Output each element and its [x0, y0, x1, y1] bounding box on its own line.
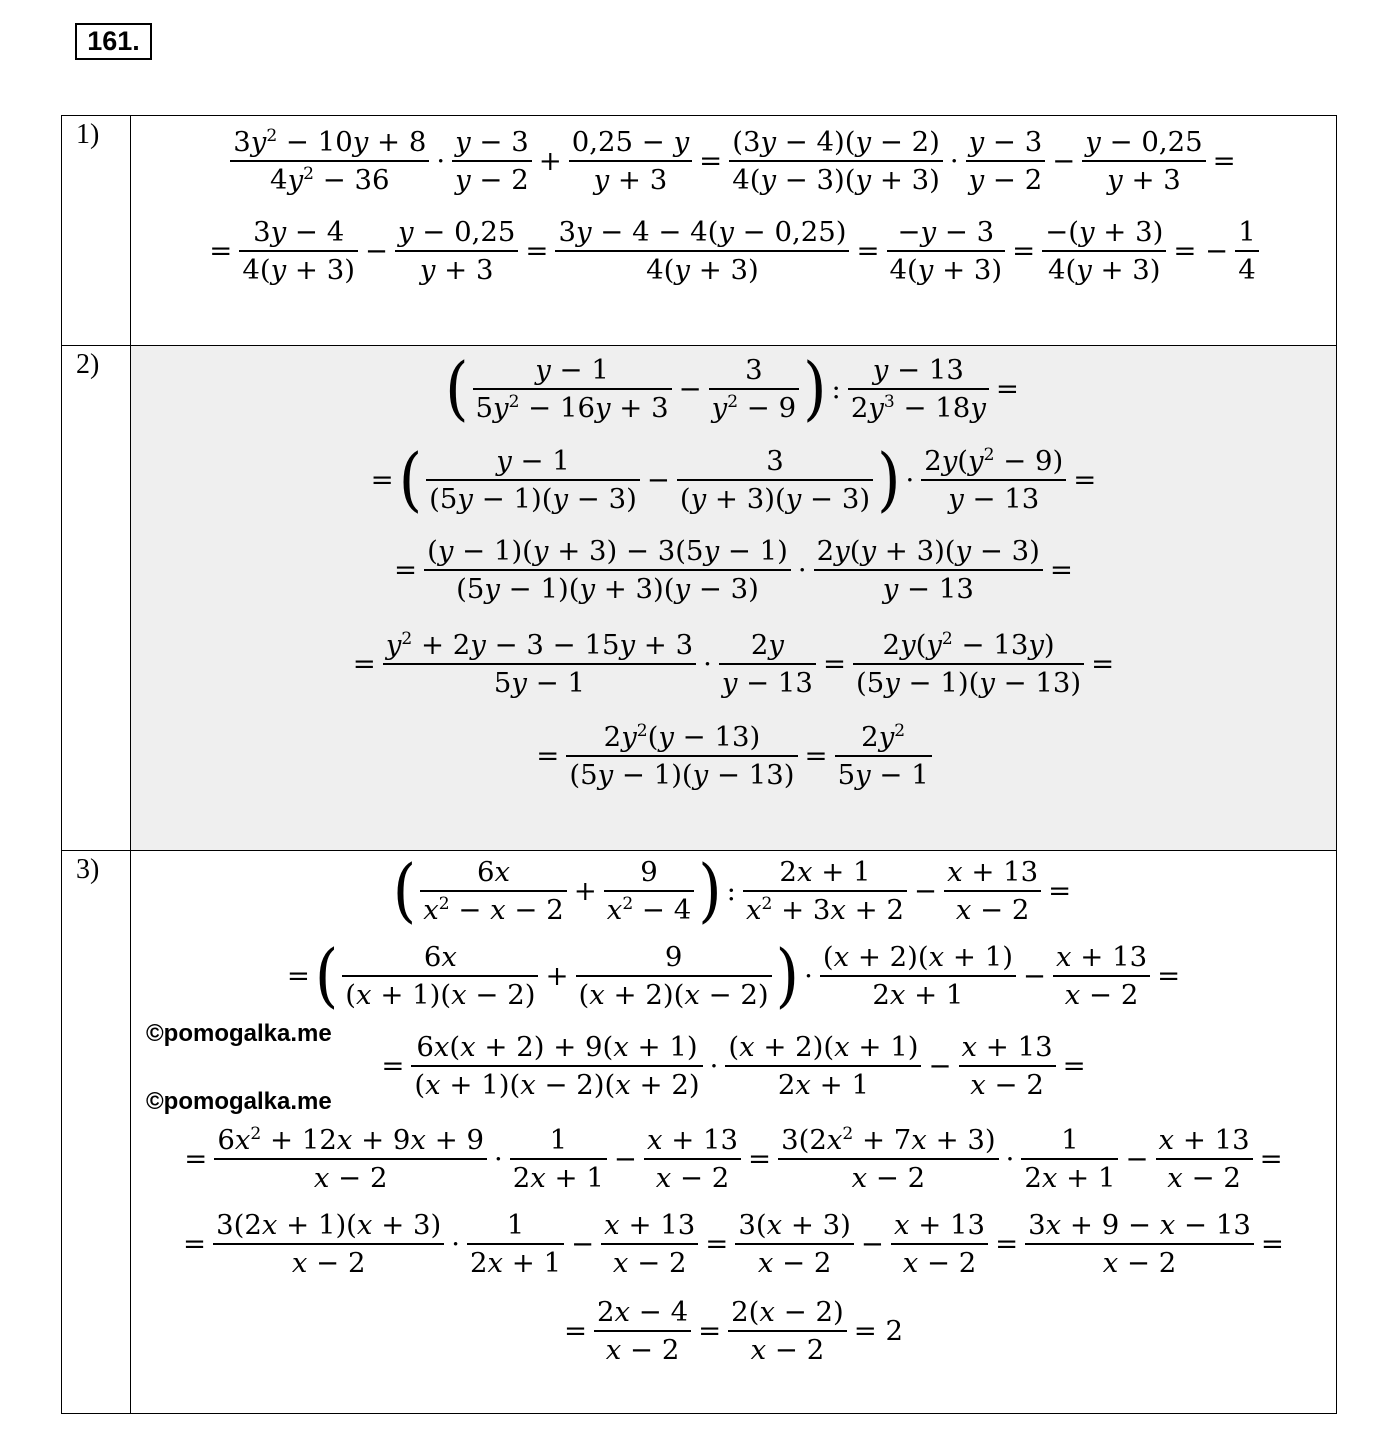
- denominator: $x^2 + 3x + 2$: [743, 890, 907, 926]
- fraction: [966, 127, 1046, 196]
- numerator: 3x + 9 − x − 13: [1028, 1208, 1251, 1241]
- operator: −: [571, 1228, 595, 1260]
- equation-line: [131, 1123, 1336, 1194]
- denominator: y + 3: [1082, 160, 1205, 196]
- fraction: [735, 1210, 854, 1279]
- denominator: (x + 2)(x − 2): [576, 975, 772, 1011]
- operator: =: [748, 1143, 772, 1175]
- numerator: 3: [766, 444, 784, 477]
- denominator: (5y − 1)(y − 13): [853, 663, 1084, 699]
- operator: ·: [703, 648, 712, 680]
- operator: =: [856, 235, 880, 267]
- operator: =: [1157, 960, 1181, 992]
- fraction: [594, 1297, 691, 1366]
- numerator: x + 13: [893, 1208, 986, 1241]
- fraction: [1021, 1125, 1118, 1194]
- numerator: (x + 2)(x + 1): [728, 1030, 919, 1063]
- operator: =: [995, 373, 1019, 405]
- numerator: 1: [549, 1123, 568, 1156]
- operator: −: [928, 1050, 952, 1082]
- operator: =: [705, 1228, 729, 1260]
- numerator: −(y + 3): [1045, 215, 1164, 248]
- denominator: $x^2 - x - 2$: [420, 890, 567, 926]
- numerator: x + 13: [947, 855, 1039, 888]
- numerator: y − 3: [455, 125, 529, 158]
- numerator: 9: [664, 940, 683, 973]
- row-label: 3): [62, 851, 131, 1413]
- denominator: 4: [1235, 250, 1259, 286]
- operator: −: [914, 875, 938, 907]
- operator: =: [1259, 1143, 1283, 1175]
- operator: :: [831, 373, 841, 405]
- numerator: 2x − 4: [597, 1295, 689, 1328]
- fraction: [728, 1297, 847, 1366]
- denominator: 4(y − 3)(y + 3): [729, 160, 943, 196]
- bracket: ): [698, 850, 722, 932]
- fraction: [891, 1210, 988, 1279]
- numerator: y − 1: [496, 444, 570, 477]
- denominator: 5y − 1: [383, 663, 696, 699]
- fraction: [743, 857, 907, 926]
- denominator: $2y^3 - 18y$: [848, 388, 989, 424]
- fraction: [555, 217, 849, 286]
- numerator: −y − 3: [897, 215, 995, 248]
- equation-line: [131, 1295, 1336, 1366]
- fraction: [426, 446, 640, 515]
- denominator: 4(y + 3): [555, 250, 849, 286]
- denominator: 4(y + 3): [887, 250, 1006, 286]
- bracket: (: [314, 935, 339, 1017]
- numerator: 2(x − 2): [731, 1295, 844, 1328]
- numerator: y − 0,25: [398, 215, 516, 248]
- equation-line: [131, 1208, 1336, 1279]
- operator: =: [352, 648, 376, 680]
- denominator: x − 2: [778, 1158, 999, 1194]
- equation-line: [131, 850, 1336, 932]
- numerator: x + 13: [604, 1208, 696, 1241]
- solution-table: [61, 115, 1337, 1414]
- numerator: y − 3: [968, 125, 1043, 158]
- fraction: [576, 942, 772, 1011]
- operator: +: [538, 145, 562, 177]
- operator: =: [394, 554, 418, 586]
- denominator: y + 3: [395, 250, 518, 286]
- fraction: [1025, 1210, 1254, 1279]
- problem-number: 161.: [75, 23, 152, 60]
- equation-line: [131, 439, 1336, 521]
- fraction: [213, 1210, 444, 1279]
- denominator: x − 2: [959, 1065, 1056, 1101]
- operator: ·: [451, 1228, 460, 1260]
- denominator: 4(y + 3): [1042, 250, 1166, 286]
- row-math: [131, 851, 1336, 1413]
- denominator: x − 2: [1156, 1158, 1253, 1194]
- numerator: 0,25 − y: [571, 125, 690, 158]
- operator: ·: [494, 1143, 503, 1175]
- operator: =: [995, 1228, 1019, 1260]
- operator: ·: [1005, 1143, 1015, 1175]
- fraction: [566, 722, 797, 791]
- numerator: (x + 2)(x + 1): [822, 940, 1013, 973]
- denominator: x − 2: [601, 1243, 698, 1279]
- fraction: [1042, 217, 1166, 286]
- numerator: 3(2x + 1)(x + 3): [216, 1208, 442, 1241]
- equation-line: [131, 348, 1336, 430]
- fraction: [214, 1125, 487, 1194]
- numerator: 3: [745, 353, 763, 386]
- operator: =: [184, 1143, 208, 1175]
- equation-line: [131, 215, 1336, 286]
- operator: =: [209, 235, 233, 267]
- operator: =: [1073, 464, 1097, 496]
- bracket: ): [775, 935, 800, 1017]
- fraction: [473, 355, 672, 424]
- numerator: 3(x + 3): [738, 1208, 851, 1241]
- fraction: [725, 1032, 921, 1101]
- numerator: x + 13: [1056, 940, 1148, 973]
- fraction: [420, 857, 567, 926]
- operator: =: [1091, 648, 1115, 680]
- denominator: y − 13: [719, 663, 816, 699]
- denominator: 4(y + 3): [239, 250, 358, 286]
- denominator: $y^2 - 9$: [709, 388, 799, 424]
- denominator: 2x + 1: [725, 1065, 921, 1101]
- fraction: [835, 722, 932, 791]
- operator: =: [381, 1050, 405, 1082]
- denominator: x − 2: [594, 1330, 691, 1366]
- operator: ·: [949, 145, 959, 177]
- denominator: 2x + 1: [510, 1158, 607, 1194]
- operator: ·: [436, 145, 446, 177]
- operator: −: [613, 1143, 637, 1175]
- denominator: x − 2: [214, 1158, 487, 1194]
- fraction: [383, 630, 696, 699]
- equation-line: [131, 534, 1336, 605]
- numerator: 1: [1238, 215, 1256, 248]
- fraction: [1235, 217, 1259, 286]
- watermark: ©pomogalka.me: [146, 1020, 332, 1047]
- fraction: [820, 942, 1016, 1011]
- bracket: (: [398, 439, 423, 521]
- denominator: $5y^2 - 16y + 3$: [473, 388, 672, 424]
- denominator: 5y − 1: [835, 755, 932, 791]
- numerator: $2y^2(y - 13)$: [603, 720, 761, 753]
- denominator: (5y − 1)(y − 13): [566, 755, 797, 791]
- fraction: [467, 1210, 564, 1279]
- denominator: 2x + 1: [1021, 1158, 1118, 1194]
- fraction: [1053, 942, 1150, 1011]
- denominator: x − 2: [735, 1243, 854, 1279]
- numerator: 6x(x + 2) + 9(x + 1): [416, 1030, 698, 1063]
- denominator: 2x + 1: [820, 975, 1016, 1011]
- operator: −: [364, 235, 389, 267]
- operator: :: [726, 875, 736, 907]
- numerator: 1: [1061, 1123, 1079, 1156]
- operator: ·: [709, 1050, 719, 1082]
- denominator: x − 2: [644, 1158, 741, 1194]
- denominator: (y + 3)(y − 3): [677, 479, 873, 515]
- numerator: x + 13: [646, 1123, 739, 1156]
- numerator: y − 13: [872, 353, 964, 386]
- fraction: [1156, 1125, 1253, 1194]
- fraction: [709, 355, 799, 424]
- numerator: 3y − 4 − 4(y − 0,25): [558, 215, 847, 248]
- numerator: $3y^2 - 10y + 8$: [233, 125, 427, 158]
- operator: =: [1049, 554, 1073, 586]
- operator: =: [804, 740, 828, 772]
- operator: +: [545, 960, 569, 992]
- operator: =: [525, 235, 549, 267]
- operator: +: [573, 875, 597, 907]
- operator: =: [286, 960, 310, 992]
- denominator: 2x + 1: [467, 1243, 564, 1279]
- operator: =: [822, 648, 846, 680]
- denominator: (x + 1)(x − 2)(x + 2): [411, 1065, 702, 1101]
- numerator: $3(2x^2 + 7x + 3)$: [781, 1123, 996, 1156]
- numerator: y − 1: [535, 353, 609, 386]
- fraction: [719, 630, 816, 699]
- denominator: y − 2: [452, 160, 532, 196]
- fraction: [569, 127, 692, 196]
- denominator: x − 2: [1025, 1243, 1254, 1279]
- operator: =: [563, 1315, 587, 1347]
- operator: =: [698, 1315, 722, 1347]
- fraction: [848, 355, 989, 424]
- equation-line: [131, 720, 1336, 791]
- operator: =: [699, 145, 723, 177]
- denominator: x − 2: [891, 1243, 988, 1279]
- solution-row-1: [62, 116, 1336, 346]
- denominator: y − 13: [814, 569, 1043, 605]
- numerator: $y^2 + 2y - 3 - 15y + 3$: [385, 628, 694, 661]
- denominator: y − 13: [921, 479, 1066, 515]
- fraction: [853, 630, 1084, 699]
- numerator: 1: [506, 1208, 525, 1241]
- fraction: [814, 536, 1043, 605]
- equation-line: [131, 935, 1336, 1017]
- fraction: [424, 536, 791, 605]
- numerator: 9: [640, 855, 658, 888]
- operator: = 2: [853, 1315, 904, 1347]
- numerator: 6x: [423, 940, 457, 973]
- operator: =: [1048, 875, 1072, 907]
- denominator: x − 2: [213, 1243, 444, 1279]
- fraction: [644, 1125, 741, 1194]
- denominator: x − 2: [1053, 975, 1150, 1011]
- operator: −: [1022, 960, 1047, 992]
- fraction: [1082, 127, 1205, 196]
- numerator: $2y(y^2 - 13y)$: [882, 628, 1055, 661]
- operator: =: [1062, 1050, 1086, 1082]
- operator: −: [678, 373, 702, 405]
- denominator: (x + 1)(x − 2): [342, 975, 538, 1011]
- denominator: y + 3: [569, 160, 692, 196]
- numerator: 2y(y + 3)(y − 3): [816, 534, 1040, 567]
- equation-line: [131, 628, 1336, 699]
- fraction: [452, 127, 532, 196]
- operator: −: [860, 1228, 884, 1260]
- operator: =: [536, 740, 560, 772]
- operator: =: [370, 464, 394, 496]
- fraction: [230, 127, 429, 196]
- fraction: [778, 1125, 999, 1194]
- operator: −: [1052, 145, 1076, 177]
- bracket: (: [445, 348, 469, 430]
- operator: =: [183, 1228, 207, 1260]
- fraction: [944, 857, 1041, 926]
- fraction: [601, 1210, 698, 1279]
- denominator: y − 2: [966, 160, 1046, 196]
- operator: =: [1012, 235, 1036, 267]
- fraction: [342, 942, 538, 1011]
- denominator: x − 2: [728, 1330, 847, 1366]
- numerator: 6x: [476, 855, 510, 888]
- row-math: [131, 116, 1336, 345]
- numerator: (y − 1)(y + 3) − 3(5y − 1): [427, 534, 788, 567]
- fraction: [604, 857, 694, 926]
- fraction: [395, 217, 518, 286]
- operator: = −: [1173, 235, 1229, 267]
- numerator: y − 0,25: [1085, 125, 1203, 158]
- watermark: ©pomogalka.me: [146, 1088, 332, 1115]
- numerator: $2y(y^2 - 9)$: [924, 444, 1064, 477]
- operator: ·: [797, 554, 807, 586]
- numerator: $6x^2 + 12x + 9x + 9$: [217, 1123, 485, 1156]
- fraction: [887, 217, 1006, 286]
- denominator: (5y − 1)(y + 3)(y − 3): [424, 569, 791, 605]
- row-label: 2): [62, 346, 131, 850]
- operator: ·: [905, 464, 915, 496]
- row-math: [131, 346, 1336, 850]
- fraction: [921, 446, 1066, 515]
- numerator: $2y^2$: [861, 720, 906, 753]
- numerator: 3y − 4: [253, 215, 345, 248]
- operator: ·: [804, 960, 813, 992]
- solution-row-2: [62, 346, 1336, 851]
- fraction: [677, 446, 873, 515]
- operator: −: [646, 464, 670, 496]
- bracket: ): [803, 348, 827, 430]
- fraction: [729, 127, 943, 196]
- fraction: [959, 1032, 1056, 1101]
- operator: −: [1125, 1143, 1149, 1175]
- numerator: 2x + 1: [779, 855, 871, 888]
- bracket: ): [877, 439, 901, 521]
- numerator: 2y: [750, 628, 784, 661]
- numerator: x + 13: [961, 1030, 1053, 1063]
- operator: =: [1212, 145, 1236, 177]
- operator: =: [1260, 1228, 1284, 1260]
- row-label: 1): [62, 116, 131, 345]
- denominator: $x^2 - 4$: [604, 890, 694, 926]
- denominator: x − 2: [944, 890, 1041, 926]
- equation-line: [131, 125, 1336, 196]
- fraction: [411, 1032, 702, 1101]
- numerator: (3y − 4)(y − 2): [732, 125, 940, 158]
- denominator: (5y − 1)(y − 3): [426, 479, 640, 515]
- fraction: [510, 1125, 607, 1194]
- solution-row-3: [62, 851, 1336, 1413]
- numerator: x + 13: [1158, 1123, 1250, 1156]
- denominator: $4y^2 - 36$: [230, 160, 429, 196]
- bracket: (: [392, 850, 417, 932]
- fraction: [239, 217, 358, 286]
